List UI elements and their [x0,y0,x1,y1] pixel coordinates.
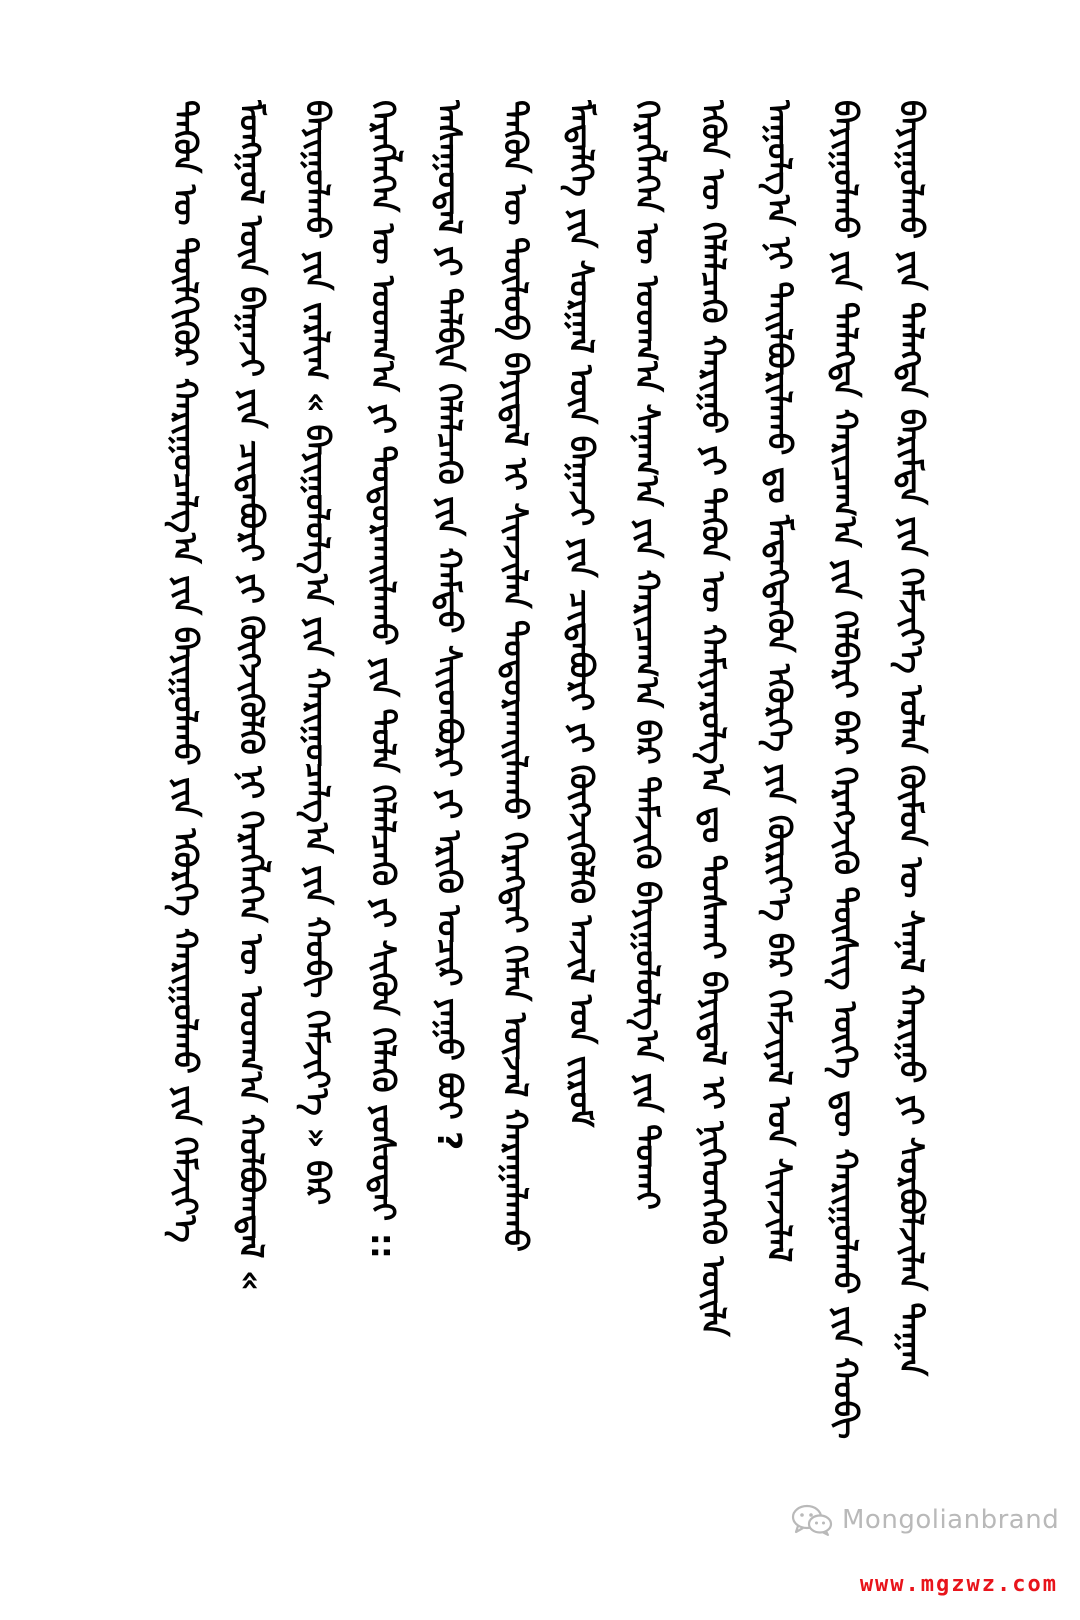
text-column-1: ᠪᠠᠶᠢᠭᠤᠯᠬᠤ ᠶᠢᠨ ᠲᠡᠯᠡᠭᠳᠡ ᠪᠠᠷᠢᠮᠲᠠ ᠶᠢᠨ ᠬᠡᠮᠵᠢᠶ᠎ᠡ ᠤᠯᠠᠨ ᠬᠦᠮᠦᠨ ᠦ ᠰᠠᠨᠠᠯ ᠬᠠᠷᠢᠭᠤ ᠶᠢ ᠰᠤᠷᠪᠤᠯᠵᠢᠯᠠᠨ ᠳᠠᠭᠠᠨ [892,100,931,1377]
text-column-10: ᠪᠠᠶᠢᠭᠤᠯᠬᠤ ᠶᠢᠨ ᠵᠠᠷᠯᠢᠭ « ᠪᠠᠶᠢᠭᠤᠯᠤᠯᠭ᠎ᠠ ᠶᠢᠨ ᠬᠠᠷᠢᠭᠤᠴᠠᠯᠭ᠎ᠠ ᠶᠢᠨ ᠬᠤᠪᠢ ᠬᠡᠮᠵᠢᠶ᠎ᠡ » ᠪᠠᠷ [298,100,337,1206]
watermark [790,1503,1059,1537]
text-column-2: ᠪᠠᠶᠢᠭᠤᠯᠬᠤ ᠶᠢᠨ ᠲᠡᠯᠡᠭᠳᠡ ᠬᠠᠷᠢᠴᠠᠭ᠎ᠠ ᠶᠢᠨ ᠬᠡᠯᠪᠡᠷᠢ ᠪᠠᠷ ᠬᠡᠷᠡᠭᠵᠢᠬᠦ ᠲᠦᠰᠢᠭ ᠦᠭᠡ ᠳᠦ ᠬᠠᠷᠢᠭᠤᠯᠬᠤ ᠶᠢᠨ ᠬᠤᠪᠢ [826,100,865,1440]
text-column-9: ᠬᠡᠷᠡᠭᠯᠡᠭᠡᠨ ᠦ ᠤᠳᠬ᠎ᠠ ᠶᠢ ᠲᠣᠳᠤᠷᠬᠠᠢᠯᠠᠬᠤ ᠶᠢᠨ ᠲᠤᠯᠠ ᠬᠡᠯᠡᠯᠴᠡᠬᠦ ᠶᠢ ᠰᠢᠭᠦᠨ ᠬᠡᠯᠡᠬᠦ ᠶᠤᠰᠤᠲᠠᠢ :: [364,100,403,1259]
text-column-4: ᠡᠭᠦᠨ ᠦ ᠬᠡᠯᠡᠯᠴᠡᠬᠦ ᠬᠠᠷᠢᠭᠤ ᠶᠢ ᠲᠡᠭᠦᠨ ᠦ ᠬᠠᠮᠢᠶᠠᠷᠤᠯᠭ᠎ᠠ ᠳᠤ ᠲᠤᠰᠬᠠᠢ ᠪᠠᠶᠢᠳᠠᠯ ᠢ ᠨᠢᠭᠡᠳᠬᠡᠬᠦ ᠦᠢᠯᠡ [694,100,733,1337]
text-column-5: ᠬᠡᠷᠡᠭᠯᠡᠭᠡᠨ ᠦ ᠤᠳᠬ᠎ᠠ ᠰᠠᠨᠠᠭ᠎ᠠ ᠶᠢᠨ ᠬᠠᠷᠢᠴᠠᠭ᠎ᠠ ᠪᠡᠷ ᠳᠡᠮᠵᠢᠬᠦ ᠪᠠᠶᠢᠭᠤᠯᠤᠯᠭ᠎ᠠ ᠶᠢᠨ ᠲᠤᠬᠠᠢ [628,100,667,1210]
site-url[interactable]: www.mgzwz.com [859,1572,1058,1597]
wechat-icon [790,1503,834,1537]
text-column-7: ᠲᠡᠭᠦᠨ ᠦ ᠲᠥᠯᠦᠪ ᠪᠠᠶᠢᠳᠠᠯ ᠢ ᠰᠢᠨᠵᠢᠯᠡᠨ ᠲᠣᠳᠤᠷᠬᠠᠢᠯᠠᠬᠤ ᠬᠡᠷᠡᠭᠲᠡᠢ ᠬᠡᠮᠡᠨ ᠦᠵᠡᠯ ᠬᠠᠷᠠᠭᠠᠯᠠᠬᠤ [496,100,535,1252]
text-column-6: ᠮᠡᠳᠡᠯᠭᠡ ᠶᠢᠨ ᠰᠤᠷᠭᠠᠯ ᠦᠨ ᠪᠠᠭᠠᠵᠢ ᠶᠢᠨ ᠴᠢᠳᠠᠪᠤᠷᠢ ᠶᠢ ᠬᠥᠭᠵᠢᠭᠦᠯᠬᠦ ᠠᠵᠢᠯ ᠤᠨ ᠵᠢᠷᠤᠮ [562,100,601,1128]
text-column-3: ᠠᠭᠤᠯᠭ᠎ᠠ ᠨᠢ ᠲᠠᠢᠯᠪᠤᠷᠢᠯᠠᠬᠤ ᠳᠤ ᠮᠡᠳᠡᠭᠳᠡᠬᠦᠨ ᠡᠭᠦᠷᠭᠡ ᠶᠢᠨ ᠬᠦᠷᠢᠶ᠎ᠡ ᠪᠠᠷ ᠬᠡᠮᠵᠢᠶᠡᠯ ᠤᠨ ᠰᠢᠨᠵᠢᠯᠡᠯ [760,100,799,1263]
text-column-8: ᠠᠰᠠᠭᠤᠳᠠᠯ ᠶᠢ ᠲᠠᠯᠪᠢᠨ ᠬᠡᠯᠡᠯᠴᠡᠬᠦ ᠶᠢᠨ ᠬᠠᠮᠲᠤ ᠰᠢᠢᠳᠪᠦᠷᠢ ᠶᠢ ᠡᠷᠢᠬᠦ ᠤᠴᠢᠷ ᠶᠠᠭᠤ ᠪᠤᠢ ? [430,100,469,1151]
text-column-11: ᠮᠣᠩᠭᠣᠯ ᠦᠨ ᠪᠠᠭᠠᠵᠢ ᠶᠢᠨ ᠴᠢᠳᠠᠪᠤᠷᠢ ᠶᠢ ᠬᠥᠭᠵᠢᠭᠦᠯᠬᠦ ᠨᠢ ᠬᠡᠷᠡᠭᠯᠡᠭᠡᠨ ᠦ ᠤᠳᠬ᠎ᠠ ᠬᠣᠯᠪᠣᠭᠳᠠᠯ « [232,100,271,1292]
text-column-12: ᠲᠡᠭᠦᠨ ᠦ ᠲᠦᠯᠬᠢᠭᠦᠷ ᠬᠠᠷᠢᠭᠤᠴᠠᠯᠭ᠎ᠠ ᠶᠢᠨ ᠪᠠᠶᠢᠭᠤᠯᠬᠤ ᠶᠢᠨ ᠡᠭᠦᠷᠭᠡ ᠬᠠᠷᠢᠭᠤᠯᠬᠤ ᠶᠢᠨ ᠬᠡᠮᠵᠢᠶ᠎ᠡ [166,100,205,1243]
watermark-label: Mongolianbrand [842,1505,1060,1535]
